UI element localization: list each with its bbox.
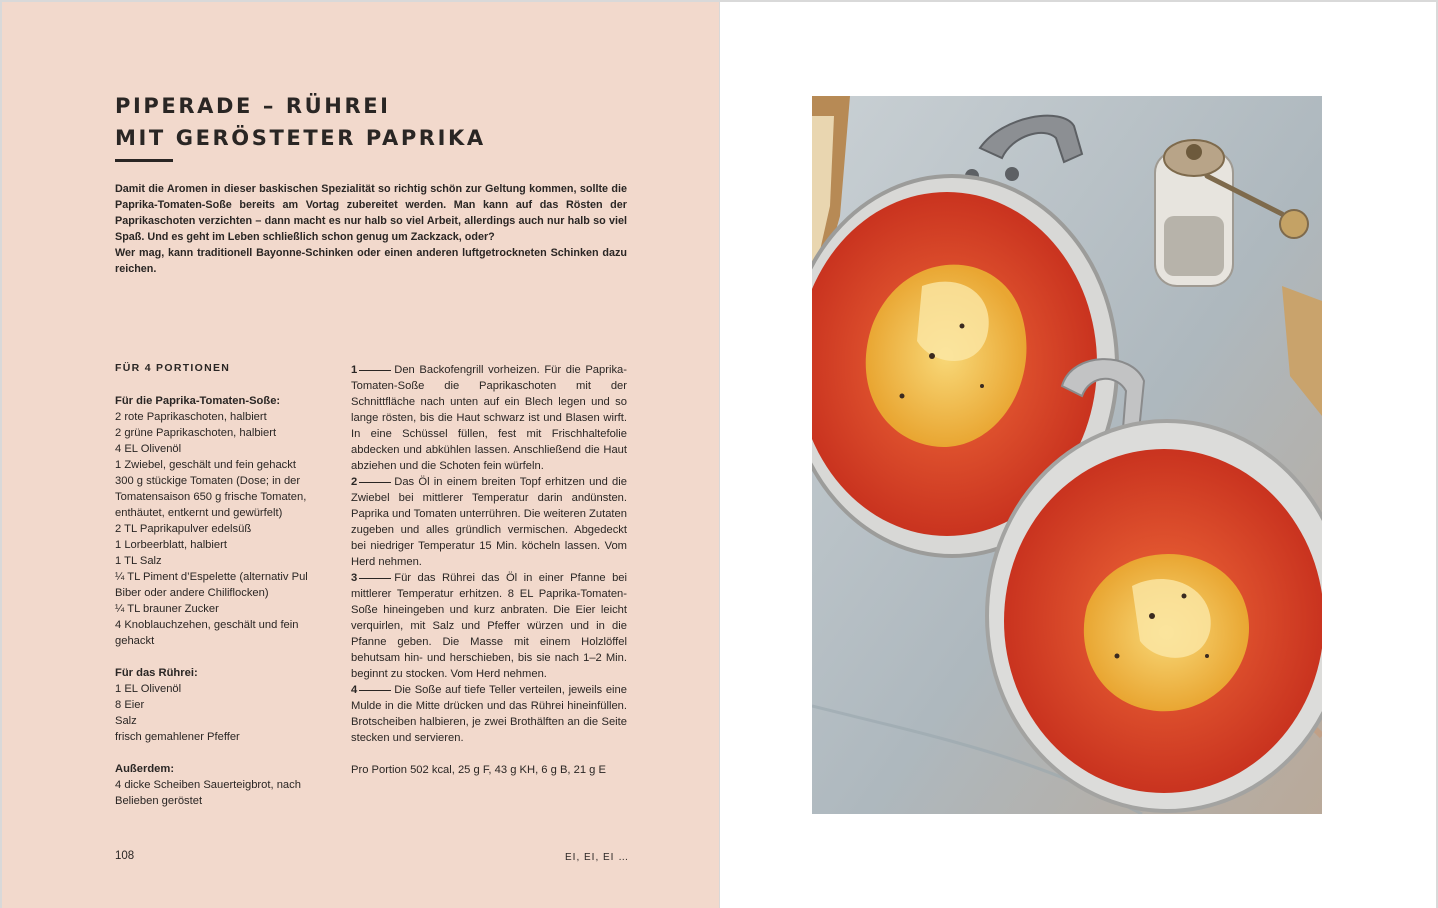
step-rule [359, 690, 391, 691]
title-underline [115, 159, 173, 162]
intro-paragraph-1: Damit die Aromen in dieser baskischen Spezialität so richtig schön zur Geltung kommen, sollte die Paprika-Tomaten-Soße bereits am Vortag zubereitet werden. Man kann auf das Rösten der Paprikaschoten verzichten – dann macht es nur halb so viel Arbeit, allerdings auch nur halb so viel Spaß. Und es geht im Leben schließlich schon genug um Zackzack, oder? [115, 183, 627, 243]
step-text: Den Backofengrill vorheizen. Für die Paprika-Tomaten-Soße die Paprikaschoten mit der Schnittfläche nach unten auf ein Blech legen und so lange rösten, bis die Haut schwarz ist und Blasen wirft. In eine Schüssel füllen, fest mit Frischhaltefolie abdecken und abkühlen lassen. Anschließend die Haut abziehen und die Schoten fein würfeln. [351, 364, 627, 472]
left-page [2, 2, 719, 908]
ingredient-item: 1 Zwiebel, geschält und fein gehackt [115, 459, 296, 471]
ingredient-item: 4 Knoblauchzehen, geschält und fein gehackt [115, 619, 299, 647]
nutrition-info: Pro Portion 502 kcal, 25 g F, 43 g KH, 6 g B, 21 g E [351, 764, 606, 776]
recipe-title [115, 90, 486, 154]
step-text: Für das Rührei das Öl in einer Pfanne bei mittlerer Temperatur erhitzen. 8 EL Paprika-Tomaten-Soße hineingeben und kurz anbraten. Die Eier leicht verquirlen, mit Salz und Pfeffer würzen und in die Pfanne geben. Die Masse mit einem Holzlöffel behutsam hin- und herschieben, bis sie nach 1–2 Min. beginnt zu stocken. Vom Herd nehmen. [351, 572, 627, 680]
ingredient-list [115, 681, 330, 745]
step-number: 2 [351, 476, 358, 488]
recipe-title-line2: MIT GERÖSTETER PAPRIKA [115, 126, 486, 150]
step-rule [359, 578, 391, 579]
method-step [351, 570, 627, 682]
ingredient-item: 1 TL Salz [115, 555, 162, 567]
ingredient-group-extra [115, 761, 330, 809]
step-text: Die Soße auf tiefe Teller verteilen, jeweils eine Mulde in die Mitte drücken und das Rührei hineinfüllen. Brotscheiben halbieren, je zwei Brothälften an die Seite stecken und servieren. [351, 684, 627, 744]
step-number: 4 [351, 684, 358, 696]
ingredient-item: 1 Lorbeerblatt, halbiert [115, 539, 227, 551]
ingredient-item: 300 g stückige Tomaten (Dose; in der Tomatensaison 650 g frische Tomaten, enthäutet, entkernt und gewürfelt) [115, 475, 307, 519]
ingredient-item: 8 Eier [115, 699, 145, 711]
ingredient-group-sauce [115, 393, 330, 649]
ingredient-group-heading: Für das Rührei: [115, 667, 198, 679]
portions-heading: FÜR 4 PORTIONEN [115, 362, 231, 374]
food-photo [812, 96, 1322, 814]
ingredient-group-heading: Für die Paprika-Tomaten-Soße: [115, 395, 281, 407]
ingredient-item: 1 EL Olivenöl [115, 683, 182, 695]
intro-text [115, 181, 627, 277]
ingredient-item: frisch gemahlener Pfeffer [115, 731, 240, 743]
ingredient-item: ¼ TL brauner Zucker [115, 603, 219, 615]
ingredient-group-eggs [115, 665, 330, 745]
ingredient-list [115, 777, 330, 809]
right-page [720, 2, 1436, 908]
page-number: 108 [115, 850, 135, 862]
ingredient-item: 2 rote Paprikaschoten, halbiert [115, 411, 267, 423]
step-rule [359, 370, 391, 371]
method-step [351, 682, 627, 746]
step-rule [359, 482, 391, 483]
recipe-title-line1: PIPERADE – RÜHREI [115, 94, 391, 118]
ingredient-item: 2 TL Paprikapulver edelsüß [115, 523, 252, 535]
ingredient-item: 2 grüne Paprikaschoten, halbiert [115, 427, 277, 439]
running-head: EI, EI, EI … [565, 852, 630, 863]
ingredient-group-heading: Außerdem: [115, 763, 175, 775]
method-step [351, 362, 627, 474]
ingredient-item: 4 EL Olivenöl [115, 443, 182, 455]
method-column [351, 362, 627, 778]
ingredient-item: ¼ TL Piment d’Espelette (alternativ Pul Biber oder andere Chiliflocken) [115, 571, 308, 599]
step-number: 1 [351, 364, 358, 376]
intro-paragraph-2: Wer mag, kann traditionell Bayonne-Schinken oder einen anderen luftgetrockneten Schinken dazu reichen. [115, 247, 627, 275]
ingredients-column [115, 393, 330, 825]
ingredient-list [115, 409, 330, 649]
method-step [351, 474, 627, 570]
ingredient-item: 4 dicke Scheiben Sauerteigbrot, nach Belieben geröstet [115, 779, 301, 807]
ingredient-item: Salz [115, 715, 137, 727]
step-text: Das Öl in einem breiten Topf erhitzen und die Zwiebel bei mittlerer Temperatur darin andünsten. Paprika und Tomaten unterrühren. Die weiteren Zutaten zugeben und alles gründlich vermischen. Abgedeckt bei niedriger Temperatur 15 Min. köcheln lassen. Vom Herd nehmen. [351, 476, 627, 568]
step-number: 3 [351, 572, 358, 584]
